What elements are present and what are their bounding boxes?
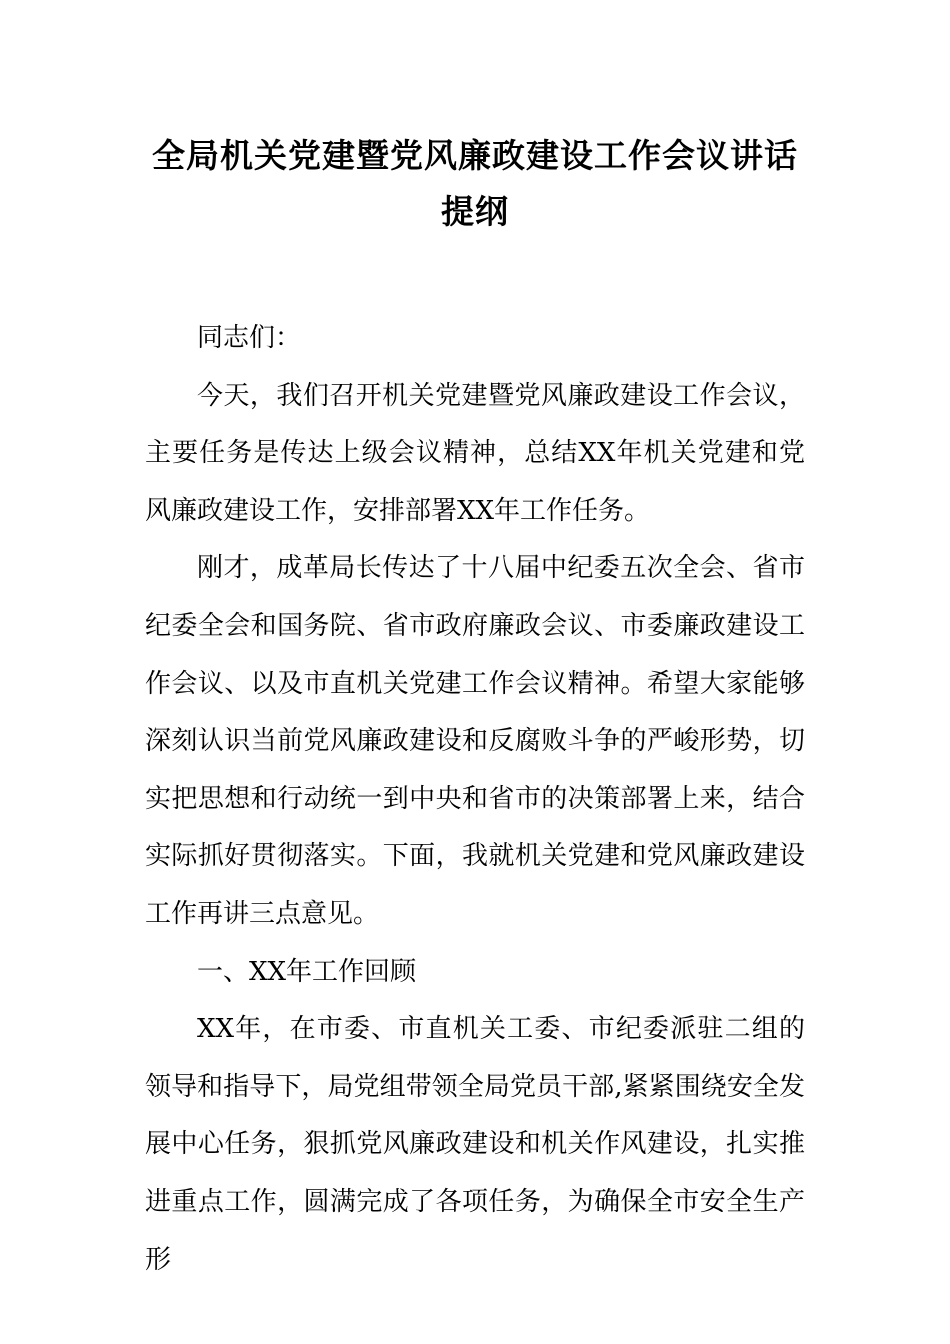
salutation-paragraph: 同志们： [197, 323, 302, 353]
section-heading: 一、XX年工作回顾 [197, 956, 417, 987]
review-paragraph: XX年，在市委、市直机关工委、市纪委派驻二组的领导和指导下，局党组带领全局党员干部,紧紧围绕安全发展中心任务，狠抓党风廉政建设和机关作风建设，扎实推进重点工作，圆满完成了各项任务，为确保全市安全生产形 [145, 1014, 805, 1275]
context-paragraph: 刚才，成革局长传达了十八届中纪委五次全会、省市纪委全会和国务院、省市政府廉政会议、市委廉政建设工作会议、以及市直机关党建工作会议精神。希望大家能够深刻认识当前党风廉政建设和反腐败斗争的严峻形势，切实把思想和行动统一到中央和省市的决策部署上来，结合实际抓好贯彻落实。下面，我就机关党建和党风廉政建设工作再讲三点意见。 [145, 553, 805, 929]
document-title: 全局机关党建暨党风廉政建设工作会议讲话提纲 [152, 136, 798, 231]
document-body [145, 310, 805, 1289]
intro-paragraph: 今天，我们召开机关党建暨党风廉政建设工作会议，主要任务是传达上级会议精神，总结XX年机关党建和党风廉政建设工作，安排部署XX年工作任务。 [145, 380, 805, 526]
